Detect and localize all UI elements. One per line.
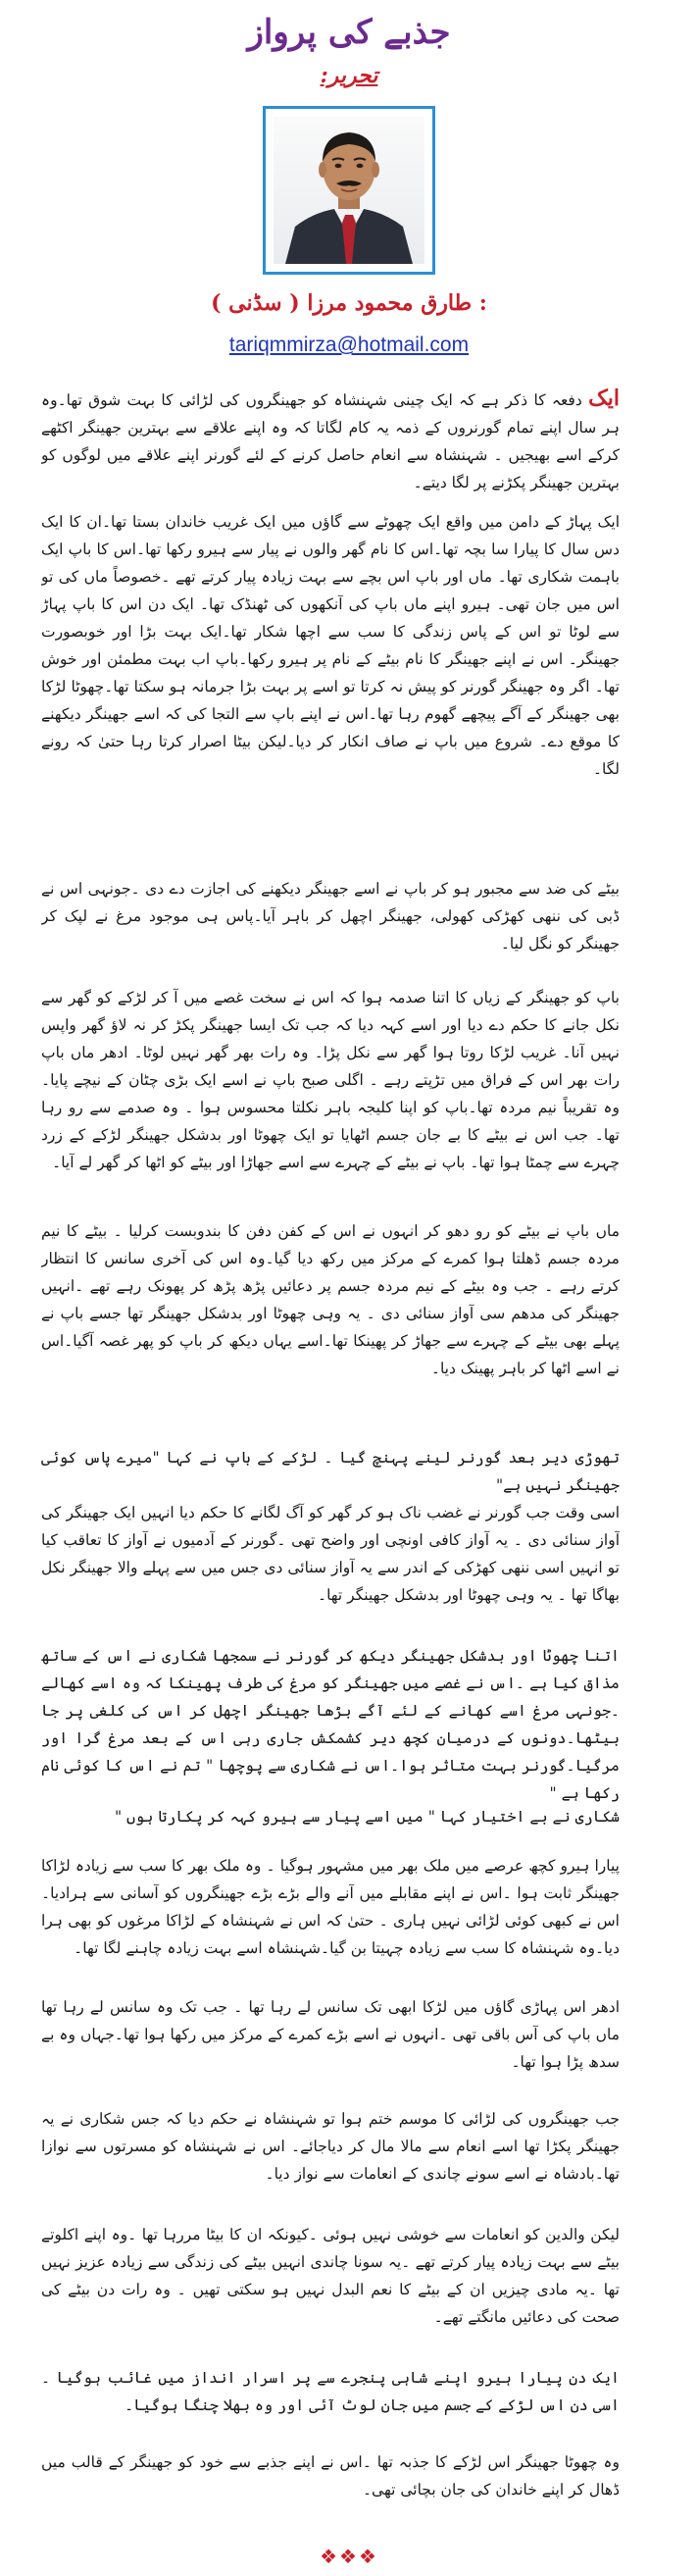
paragraph-5: ماں باپ نے بیٹے کو رو دھو کر انہوں نے اس کے کفن دفن کا بندوبست کرلیا ۔ بیٹے کا نیم مردہ جسم ڈھلتا ہوا کمرے کے مرکز میں رکھ دیا گیا۔وہ اس کی آخری سانس کا انتظار کرتے رہے ۔ جب وہ بیٹے کے نیم مردہ جسم پر دعائیں پڑھ پڑھ کر پھونک رہے تھے ۔انہیں جھینگر کی مدھم سی آواز سنائی دی ۔ یہ وہی چھوٹا اور بدشکل جھینگر تھا جسے باپ نے پہلے بھی بیٹے کے چہرے سے جھاڑ کر پھینکا تھا۔اسے یہاں دیکھ کر باپ کو پھر غصہ آگیا۔اس نے اسے اٹھا کر باہر پھینک دیا۔ <box>41 1222 620 1377</box>
paragraph-7: اسی وقت جب گورنر نے غضب ناک ہو کر گھر کو آگ لگانے کا حکم دیا انہیں ایک جھینگر کی آواز سنائی دی ۔ یہ آواز کافی اونچی اور واضح تھی ۔گورنر کے آدمیوں نے آواز کا تعاقب کیا تو انہیں اسی ننھی کھڑکی کے اندر سے یہ آواز سنائی دی جس میں سے پہلے والا جھینگر نکل بھاگا تھا ۔ یہ وہی چھوٹا اور بدشکل جھینگر تھا۔ <box>41 1504 620 1604</box>
paragraph-13: لیکن والدین کو انعامات سے خوشی نہیں ہوئی ۔کیونکہ ان کا بیٹا مررہا تھا ۔وہ اپنے اکلوتے بیٹے سے بہت زیادہ پیار کرتے تھے ۔یہ سونا چاندی انہیں بیٹے کی زندگی سے زیادہ عزیز نہیں تھا ۔یہ مادی چیزیں ان کے بیٹے کا نعم البدل نہیں ہو سکتی تھیں ۔ وہ رات دن بیٹے کی صحت کی دعائیں مانگتے تھے۔ <box>41 2226 620 2326</box>
paragraph-14: ایک دن پیارا ہیرو اپنے شاہی پنجرے سے پر اسرار انداز میں غائب ہوگیا ۔ اسی دن اس لڑکے کے جسم میں جان لوٹ آئی اور وہ بھلا چنگا ہوگیا۔ <box>41 2369 620 2414</box>
paragraph-15: وہ چھوٹا جھینگر اس لڑکے کا جذبہ تھا ۔اس نے اپنے جذبے سے خود کو جھینگر کے قالب میں ڈھال کر اپنے خاندان کی جان بچائی تھی۔ <box>41 2453 620 2499</box>
paragraph-9: شکاری نے بے اختیار کہا " میں اسے پیار سے ہیرو کہہ کر پکارتا ہوں " <box>114 1808 620 1826</box>
paragraph-2: ایک پہاڑ کے دامن میں واقع ایک چھوٹے سے گاؤں میں ایک غریب خاندان بستا تھا۔ان کا ایک دس سال کا پیارا سا بچہ تھا۔اس کا نام گھر والوں نے پیار سے ہیرو رکھا تھا۔اس کا باپ ایک باہمت شکاری تھا۔ ماں اور باپ اس بچے سے بہت زیادہ پیار کرتے تھے ۔خصوصاً ماں کی تو اس میں جان تھی۔ ہیرو اپنے ماں باپ کی آنکھوں کی ٹھنڈک تھا۔ ایک دن اس کا باپ پہاڑ سے لوٹا تو اس کے پاس زندگی کا سب سے اچھا شکار تھا۔ایک بہت بڑا اور خوبصورت جھینگر۔ اس نے اپنے جھینگر کا نام بیٹے کے نام پر ہیرو رکھا۔باپ اب بہت مطمئن اور خوش تھا۔ اگر وہ جھینگر گورنر کو پیش نہ کرتا تو اسے پر بہت بڑا جرمانہ ہو سکتا تھا۔چھوٹا لڑکا بھی جھینگر کے آگے پیچھے گھوم رہا تھا۔اس نے اپنے باپ سے التجا کی کہ اسے جھینگر دیکھنے کا موقع دے۔ شروع میں باپ نے صاف انکار کر دیا۔لیکن بیٹا اصرار کرتا رہا حتیٰ کہ رونے لگا۔ <box>41 513 620 778</box>
paragraph-8: اتنا چھوٹا اور بدشکل جھینگر دیکھ کر گورنر نے سمجھا شکاری نے اس کے ساتھ مذاق کیا ہے ۔اس نے غصے میں جھینگر کو مرغ کی طرف پھینکا کہ وہ اسے کھالے ۔جونہی مرغ اسے کھانے کے لئے آگے بڑھا جھینگر اچھل کر اس کی کلغی پر جا بیٹھا۔دونوں کے درمیان کچھ دیر کشمکش جاری رہی اس کے بعد مرغ گرا اور مرگیا۔گورنر بہت متاثر ہوا۔اس نے شکاری سے پوچھا " تم نے اس کا کوئی نام رکھا ہے " <box>41 1647 620 1802</box>
end-ornament: ❖❖❖ <box>320 2545 378 2568</box>
paragraph-1-text: دفعہ کا ذکر ہے کہ ایک چینی شہنشاہ کو جھینگروں کی لڑائی کا بہت شوق تھا۔وہ ہر سال اپنے تمام گورنروں کے ذمہ یہ کام لگاتا کہ وہ اپنے علاقے سے بہترین جھینگر اکٹھے کرکے اسے بھیجیں ۔ شہنشاہ سے انعام حاصل کرنے کے لئے گورنر اپنے علاقے میں لوگوں کو بہترین جھینگر پکڑنے پر لگا دیتے۔ <box>41 391 620 491</box>
paragraph-1 <box>41 385 620 496</box>
author-name: : طارق محمود مرزا ( سڈنی ) <box>211 290 487 316</box>
paragraph-6: تھوڑی دیر بعد گورنر لینے پہنچ گیا ۔ لڑکے کے باپ نے کہا "میرے پاس کوئی جھینگر نہیں ہے" <box>41 1449 620 1494</box>
author-photo <box>263 106 435 275</box>
byline-label: تحریر: <box>320 63 378 88</box>
paragraph-11: ادھر اس پہاڑی گاؤں میں لڑکا ابھی تک سانس لے رہا تھا ۔ جب تک وہ سانس لے رہا تھا ماں باپ کی آس باقی تھی ۔انہوں نے اسے بڑے کمرے کے مرکز میں رکھا ہوا تھا۔جہاں وہ بے سدھ پڑا ہوا تھا۔ <box>41 1998 620 2071</box>
portrait-illustration <box>274 117 424 264</box>
lead-word: ایک <box>588 386 620 411</box>
author-email-link[interactable]: tariqmmirza@hotmail.com <box>228 334 470 356</box>
article-title: جذبے کی پرواز <box>247 13 451 52</box>
paragraph-12: جب جھینگروں کی لڑائی کا موسم ختم ہوا تو شہنشاہ نے حکم دیا کہ جس شکاری نے یہ جھینگر پکڑا تھا اسے انعام سے مالا مال کر دیاجائے۔ اس نے شہنشاہ کو مسرتوں سے نوازا تھا۔بادشاہ نے اسے سونے چاندی کے انعامات سے نواز دیا۔ <box>41 2110 620 2183</box>
paragraph-10: پیارا ہیرو کچھ عرصے میں ملک بھر میں مشہور ہوگیا ۔ وہ ملک بھر کا سب سے زیادہ لڑاکا جھینگر ثابت ہوا ۔اس نے اپنے مقابلے میں آنے والے بڑے بڑے جھینگروں کو آسانی سے ہرادیا۔اس نے کبھی کوئی لڑائی نہیں ہاری ۔ حتیٰ کہ اس نے شہنشاہ کے لڑاکا مرغوں کو بھی ہرا دیا۔وہ شہنشاہ کا سب سے زیادہ چہیتا بن گیا۔شہنشاہ اسے بہت زیادہ چاہنے لگا تھا۔ <box>41 1857 620 1957</box>
paragraph-4: باپ کو جھینگر کے زیاں کا اتنا صدمہ ہوا کہ اس نے سخت غصے میں آ کر لڑکے کو گھر سے نکل جانے کا حکم دے دیا اور اسے کہہ دیا کہ جب تک ایسا جھینگر پکڑ کر نہ لاؤ گھر واپس نہیں آنا۔ غریب لڑکا روتا ہوا گھر سے نکل پڑا۔ وہ رات بھر گھر نہیں لوٹا۔ ادھر ماں باپ رات بھر اس کے فراق میں تڑپتے رہے ۔ اگلی صبح باپ نے اسے ایک بڑی چٹان کے نیچے پایا۔ وہ تقریباً نیم مردہ تھا۔باپ کو اپنا کلیجہ باہر نکلتا محسوس ہوا ۔ وہ صدمے سے رو رہا تھا۔ جب اس نے بیٹے کا بے جان جسم اٹھایا تو ایک چھوٹا اور بدشکل جھینگر لڑکے کے زرد چہرے سے چمٹا ہوا تھا۔ باپ نے بیٹے کے چہرے سے اسے جھاڑا اور بیٹے کو اٹھا کر گھر لے آیا۔ <box>41 989 620 1171</box>
author-portrait-image <box>274 117 424 264</box>
paragraph-3: بیٹے کی ضد سے مجبور ہو کر باپ نے اسے جھینگر دیکھنے کی اجازت دے دی ۔جونہی اس نے ڈبی کی ننھی کھڑکی کھولی، جھینگر اچھل کر باہر آیا۔پاس ہی موجود مرغ نے لپک کر جھینگر کو نگل لیا۔ <box>41 880 620 953</box>
